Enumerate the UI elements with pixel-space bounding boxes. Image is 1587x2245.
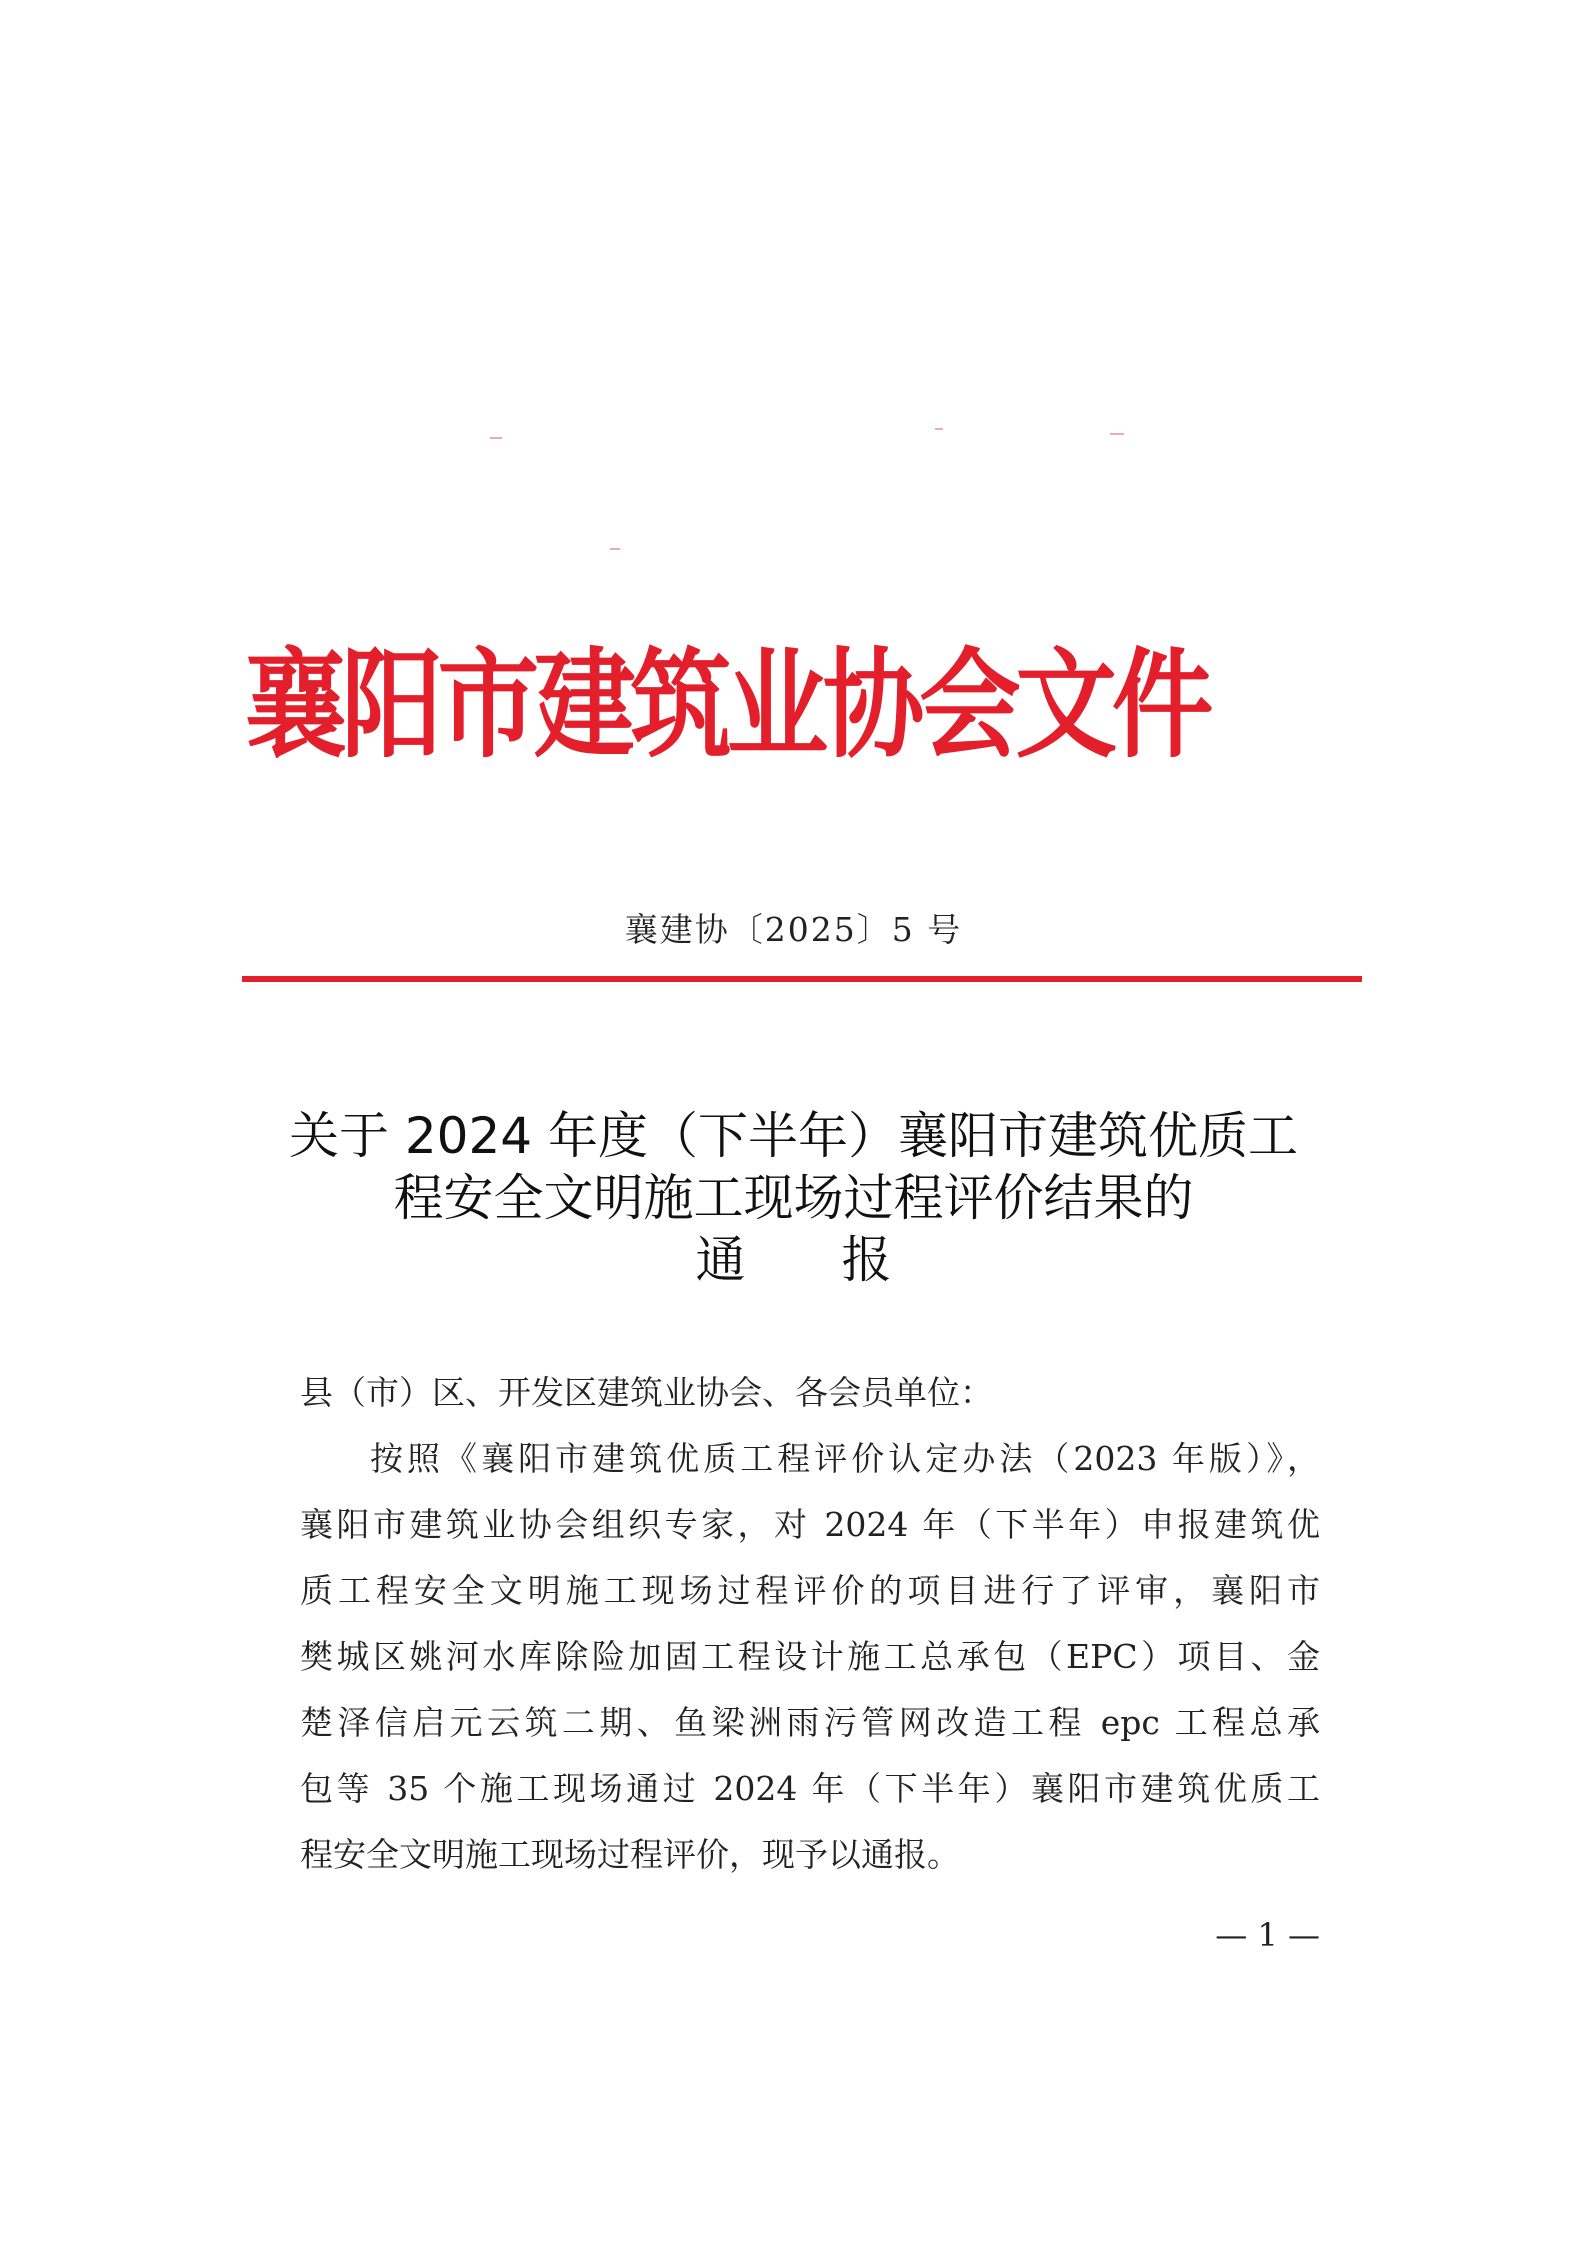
scan-speck xyxy=(610,548,620,550)
notice-title-line: 关于 2024 年度（下半年）襄阳市建筑优质工 xyxy=(288,1107,1299,1165)
issuing-organization-title: 襄阳市建筑业协会文件 xyxy=(245,635,1209,774)
paragraph-line: 质工程安全文明施工现场过程评价的项目进行了评审，襄阳市 xyxy=(300,1571,1320,1610)
notice-title-line: 程安全文明施工现场过程评价结果的 xyxy=(393,1169,1194,1227)
page-number: — 1 — xyxy=(1215,1916,1320,1954)
paragraph-line: 樊城区姚河水库除险加固工程设计施工总承包（EPC）项目、金 xyxy=(300,1637,1320,1676)
notice-title-line: 通 报 xyxy=(695,1231,932,1289)
document-number: 襄建协〔2025〕5 号 xyxy=(624,910,963,949)
notice-body xyxy=(300,1360,1320,1888)
scan-speck xyxy=(1110,433,1124,435)
paragraph-line: 包等 35 个施工现场通过 2024 年（下半年）襄阳市建筑优质工 xyxy=(300,1769,1320,1808)
notice-title xyxy=(0,1105,1587,1291)
paragraph-line: 程安全文明施工现场过程评价，现予以通报。 xyxy=(300,1835,960,1874)
scan-speck xyxy=(935,428,943,430)
salutation: 县（市）区、开发区建筑业协会、各会员单位： xyxy=(300,1373,993,1412)
red-divider-line xyxy=(242,976,1362,982)
paragraph-line: 襄阳市建筑业协会组织专家，对 2024 年（下半年）申报建筑优 xyxy=(300,1505,1320,1544)
paragraph-line: 楚泽信启元云筑二期、鱼梁洲雨污管网改造工程 epc 工程总承 xyxy=(300,1703,1320,1742)
scan-speck xyxy=(490,437,502,439)
paragraph-line: 按照《襄阳市建筑优质工程评价认定办法（2023 年版）》， xyxy=(370,1439,1320,1478)
